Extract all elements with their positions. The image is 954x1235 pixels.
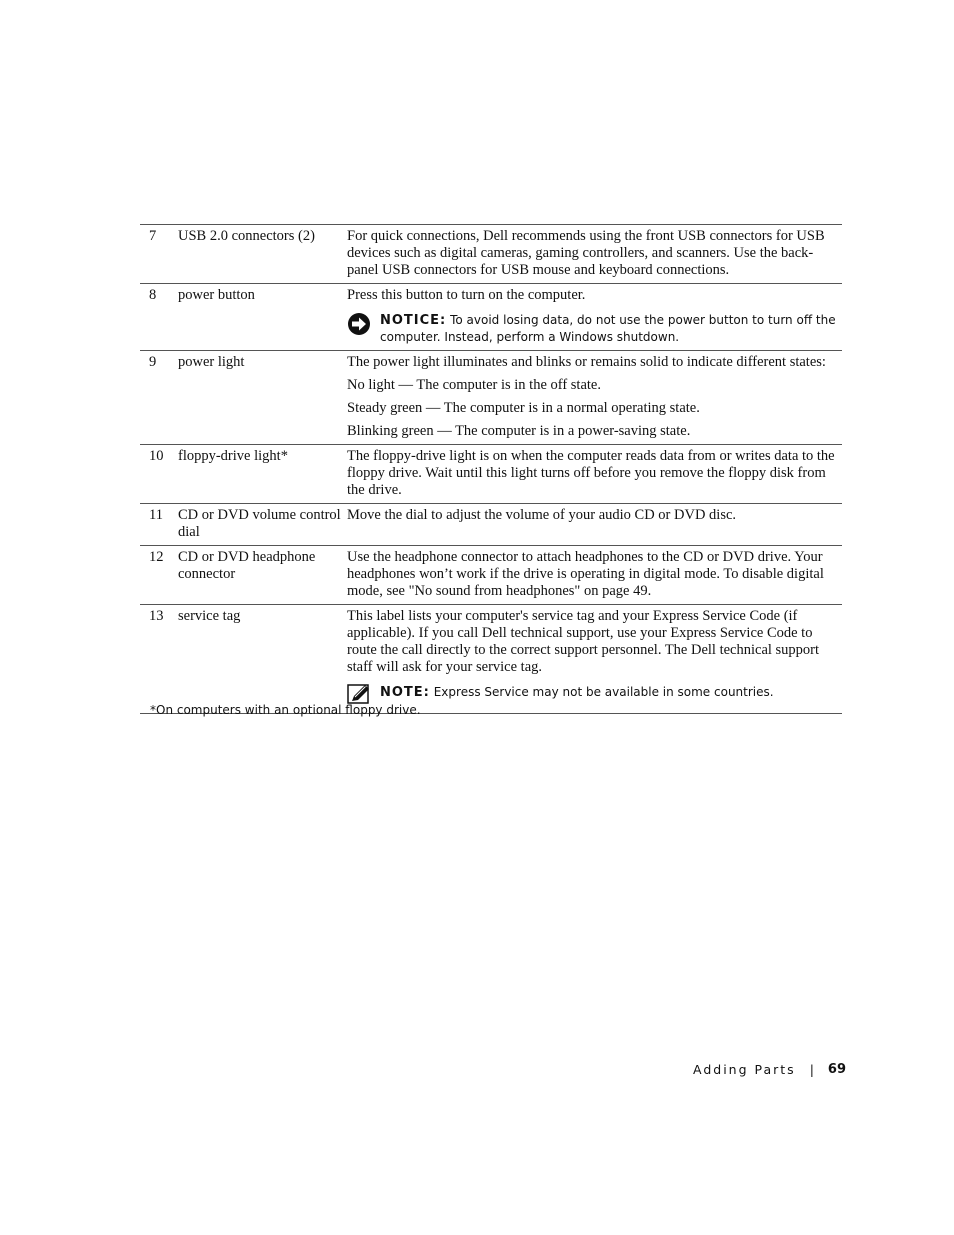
- note-callout: [347, 684, 838, 709]
- description-paragraph: For quick connections, Dell recommends using the front USB connectors for USB devices such as digital cameras, gaming controllers, and scanners. Use the back-panel USB connectors for USB mouse and keyboard connections.: [347, 228, 825, 278]
- row-number: 13: [149, 608, 164, 624]
- part-name: power light: [178, 354, 245, 370]
- part-name: service tag: [178, 608, 241, 624]
- notice-label: NOTICE:: [380, 313, 447, 328]
- row-number: 12: [149, 549, 164, 565]
- notice-text: To avoid losing data, do not use the power button to turn off the computer. Instead, perform a Windows shutdown.: [380, 313, 836, 344]
- description-paragraph: The power light illuminates and blinks or remains solid to indicate different states:: [347, 354, 826, 370]
- description-paragraph: This label lists your computer's service tag and your Express Service Code (if applicable). If you call Dell technical support, use your Express Service Code to route the call directly to the correct support personnel. The Dell technical support staff will ask for your service tag.: [347, 608, 820, 675]
- row-number: 9: [149, 354, 157, 370]
- table-footnote: *On computers with an optional floppy drive.: [150, 703, 421, 717]
- table-row: [140, 284, 842, 351]
- row-number: 10: [149, 448, 164, 464]
- part-description: [347, 507, 842, 541]
- table-row: [140, 351, 842, 445]
- part-name: floppy-drive light*: [178, 448, 288, 464]
- page-number: 69: [827, 1062, 847, 1077]
- footer-separator: |: [809, 1062, 814, 1077]
- notice-arrow-icon: [347, 312, 380, 346]
- part-description: [347, 448, 842, 499]
- description-paragraph: Steady green — The computer is in a normal operating state.: [347, 400, 700, 416]
- part-description: [347, 608, 842, 709]
- table-row: [140, 504, 842, 546]
- notice-text-block: [380, 312, 838, 346]
- description-paragraph: Blinking green — The computer is in a power-saving state.: [347, 423, 691, 439]
- description-paragraph: No light — The computer is in the off state.: [347, 377, 601, 393]
- part-name: CD or DVD volume control dial: [178, 507, 341, 540]
- description-paragraph: Move the dial to adjust the volume of your audio CD or DVD disc.: [347, 507, 737, 523]
- part-name: USB 2.0 connectors (2): [178, 228, 315, 244]
- table-row: [140, 445, 842, 504]
- footer-section-title: Adding Parts: [693, 1062, 796, 1077]
- table-row: [140, 225, 842, 284]
- row-number: 11: [149, 507, 163, 523]
- table-row: [140, 605, 842, 714]
- part-description: [347, 354, 842, 440]
- table-row: [140, 546, 842, 605]
- note-text: Express Service may not be available in some countries.: [433, 685, 774, 699]
- row-number: 8: [149, 287, 157, 303]
- note-text-block: [380, 684, 774, 709]
- parts-table: [140, 224, 842, 714]
- description-paragraph: The floppy-drive light is on when the computer reads data from or writes data to the floppy drive. Wait until this light turns off before you remove the floppy disk from the drive.: [347, 448, 835, 498]
- page-footer: [693, 1062, 846, 1077]
- row-number: 7: [149, 228, 157, 244]
- description-paragraph: Use the headphone connector to attach headphones to the CD or DVD drive. Your headphones won’t work if the drive is operating in digital mode. To disable digital mode, see "No sound from headphones" on page 49.: [347, 549, 824, 599]
- part-description: [347, 549, 842, 600]
- part-description: [347, 228, 842, 279]
- part-name: CD or DVD headphone connector: [178, 549, 316, 582]
- notice-callout: [347, 312, 838, 346]
- part-description: [347, 287, 842, 346]
- description-paragraph: Press this button to turn on the computer.: [347, 287, 586, 303]
- note-label: NOTE:: [380, 685, 430, 700]
- part-name: power button: [178, 287, 255, 303]
